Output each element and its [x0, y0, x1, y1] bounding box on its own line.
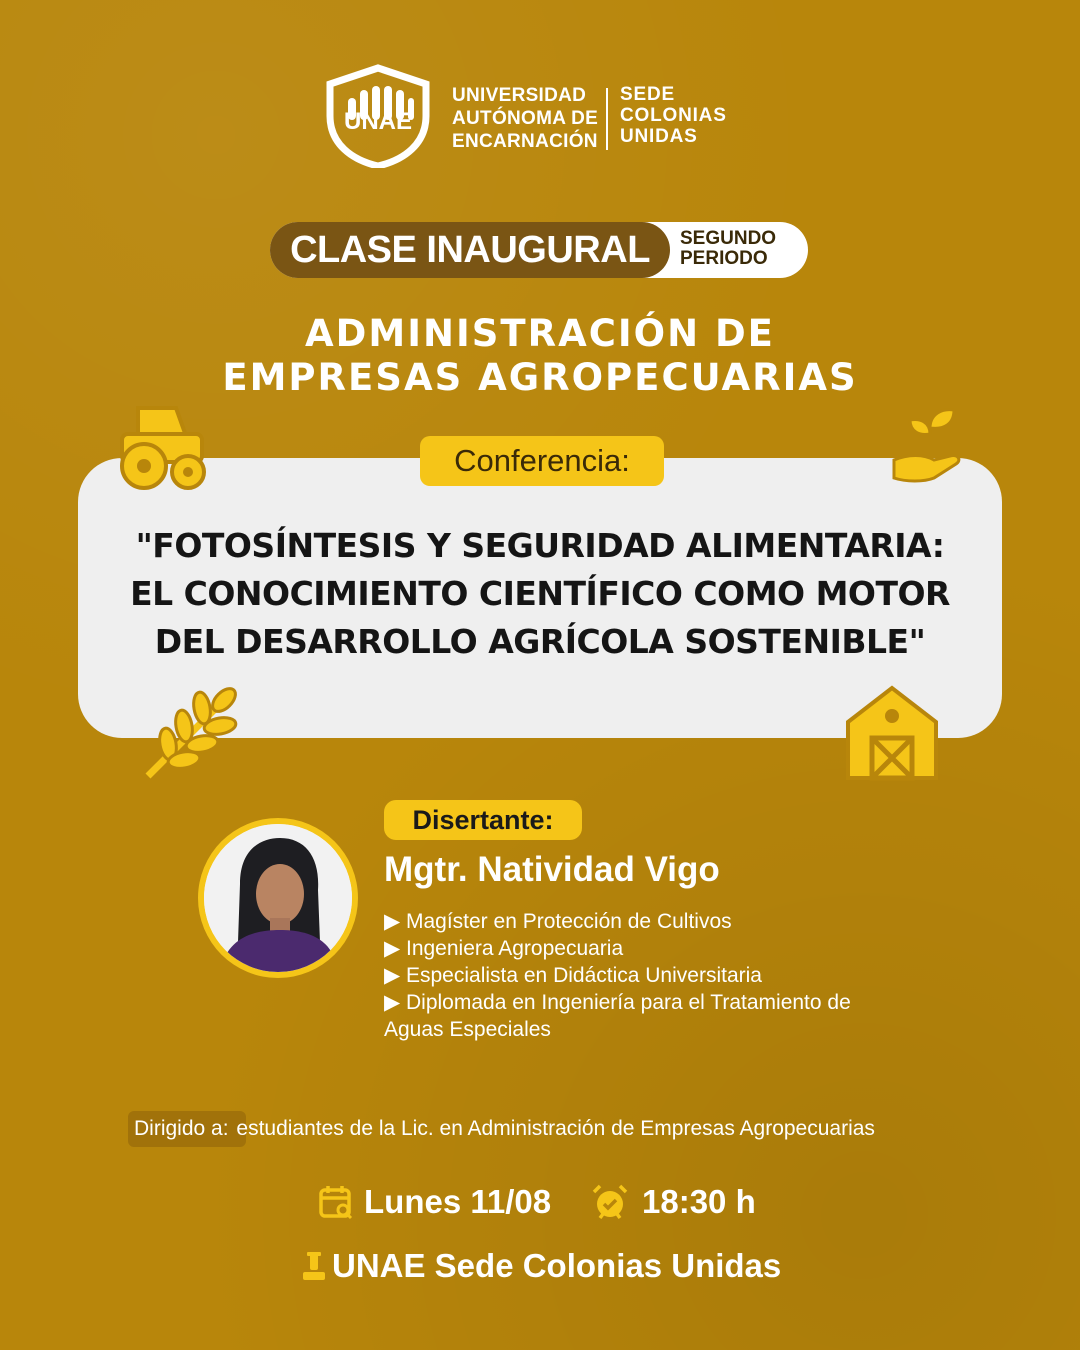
- periodo-line-2: PERIODO: [680, 248, 768, 269]
- event-location-text: UNAE Sede Colonias Unidas: [332, 1247, 782, 1284]
- conference-title: [90, 522, 990, 666]
- logo-divider: [606, 88, 608, 150]
- conference-title-line-3: DEL DESARROLLO AGRÍCOLA SOSTENIBLE": [154, 622, 926, 661]
- wheat-icon: [140, 686, 244, 782]
- calendar-icon: [318, 1184, 354, 1220]
- plant-hand-icon: [888, 404, 972, 488]
- audience-label: Dirigido a:: [134, 1117, 229, 1140]
- university-line-1: UNIVERSIDAD: [452, 85, 587, 106]
- event-date: Lunes 11/08: [364, 1183, 552, 1220]
- barn-icon: [842, 682, 942, 782]
- clase-inaugural-label: CLASE INAUGURAL: [270, 222, 670, 278]
- event-time: 18:30 h: [642, 1183, 756, 1220]
- audience-text: estudiantes de la Lic. en Administración de Empresas Agropecuarias: [236, 1117, 875, 1140]
- event-location: [300, 1242, 781, 1290]
- university-line-3: ENCARNACIÓN: [452, 131, 598, 152]
- periodo-label: [680, 229, 776, 269]
- alarm-clock-icon: [590, 1182, 630, 1222]
- university-name: [452, 84, 598, 153]
- conference-title-line-1: "FOTOSÍNTESIS Y SEGURIDAD ALIMENTARIA:: [135, 526, 945, 565]
- conference-label: Conferencia:: [420, 436, 664, 486]
- event-datetime: [0, 1178, 1080, 1226]
- speaker-credentials: [384, 908, 944, 1043]
- credential-item: ▶ Magíster en Protección de Cultivos: [384, 910, 732, 933]
- credential-item: ▶ Ingeniera Agropecuaria: [384, 937, 624, 960]
- audience-line: [134, 1114, 875, 1144]
- speaker-label: Disertante:: [384, 800, 582, 840]
- sede-name: [620, 84, 727, 147]
- conference-title-line-2: EL CONOCIMIENTO CIENTÍFICO COMO MOTOR: [130, 574, 950, 613]
- program-title: [0, 312, 1080, 400]
- periodo-line-1: SEGUNDO: [680, 228, 777, 249]
- sede-line-3: UNIDAS: [620, 126, 698, 147]
- university-line-2: AUTÓNOMA DE: [452, 108, 599, 129]
- credential-item: ▶ Diplomada en Ingeniería para el Tratamiento de: [384, 991, 851, 1014]
- logo-abbrev: UNAE: [343, 108, 412, 135]
- program-title-line-2: EMPRESAS AGROPECUARIAS: [222, 356, 858, 399]
- speaker-photo: [204, 824, 352, 972]
- tractor-icon: [112, 400, 212, 496]
- sede-line-2: COLONIAS: [620, 105, 727, 126]
- sede-line-1: SEDE: [620, 84, 675, 105]
- speaker-name: Mgtr. Natividad Vigo: [384, 850, 720, 889]
- credential-item: ▶ Especialista en Didáctica Universitaria: [384, 964, 762, 987]
- pin-icon: [300, 1250, 328, 1282]
- credential-item: Aguas Especiales: [384, 1018, 551, 1041]
- program-title-line-1: ADMINISTRACIÓN DE: [305, 312, 775, 355]
